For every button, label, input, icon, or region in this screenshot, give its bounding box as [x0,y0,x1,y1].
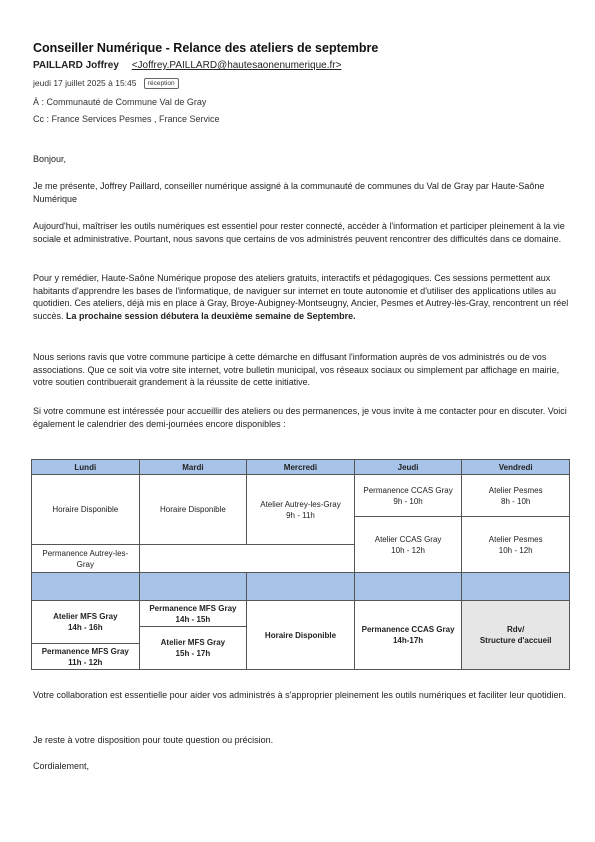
slot-title: Atelier Pesmes [488,485,543,495]
thursday-afternoon-permanence [354,601,462,670]
email-subject: Conseiller Numérique - Relance des ateliers de septembre [33,41,379,55]
availability-calendar [31,459,570,670]
paragraph-collaboration: Votre collaboration est essentielle pour aider vos administrés à s'approprier pleinement les outils numériques et faciliter leur quotidien. [33,690,567,700]
to-line: À : Communauté de Commune Val de Gray [33,97,207,107]
slot-time: 14h - 15h [175,614,211,624]
paragraph-intro: Je me présente, Joffrey Paillard, conseiller numérique assigné à la communauté de communes du Val de Gray par Haute-Saône Numérique [33,181,545,204]
wednesday-morning-atelier [247,475,355,545]
slot-title: Atelier CCAS Gray [374,534,442,544]
reception-badge: réception [144,78,179,89]
slot-subtitle: Structure d'accueil [479,636,552,645]
paragraph-context: Aujourd'hui, maîtriser les outils numériques est essentiel pour rester connecté, accéder à l'information et participer pleinement à la vie sociale et administrative. Pourtant, nous savons que certains de vos administrés peuvent rencontrer des difficultés dans ce domaine. [33,221,565,244]
slot-title: Permanence CCAS Gray [363,485,453,495]
slot-time: 10h - 12h [498,545,533,555]
thursday-morning-permanence [354,475,462,517]
tuesday-afternoon-permanence [139,601,247,627]
slot-title: Atelier Pesmes [488,534,543,544]
monday-afternoon-atelier [32,601,140,644]
slot-title: Permanence CCAS Gray [361,625,455,634]
sender-name: PAILLARD Joffrey [33,60,119,71]
sender-line [33,60,341,71]
day-header: Lundi [32,460,140,475]
slot-title: Atelier MFS Gray [53,612,118,621]
midday-separator-row [32,573,570,601]
friday-afternoon-rdv [462,601,570,670]
slot-time: 8h - 10h [501,496,531,506]
day-header: Vendredi [462,460,570,475]
paragraph-contact: Si votre commune est intéressée pour accueillir des ateliers ou des permanences, je vous invite à me contacter pour en discuter. Voici également le calendrier des demi-journées encore disponibles : [33,406,567,429]
next-session-text: La prochaine session débutera la deuxième semaine de Septembre. [66,310,356,321]
email-date-line [33,78,179,89]
friday-morning-atelier-2 [462,517,570,573]
slot-title: Atelier MFS Gray [160,638,226,647]
greeting: Bonjour, [33,154,67,164]
ateliers-text: Pour y remédier, Haute-Saône Numérique propose des ateliers gratuits, interactifs et pédagogiques. Ces sessions permettent aux habitants d'apprendre les bases de l'informatique, de naviguer sur internet en toute autonomie et d'utiliser des applications utiles au quotidien. Ces ateliers, déjà mis en place à Gray, Broye-Aubigney-Montseugny, Ancier, Pesmes et Autrey-lès-Gray, rencontrent un réel succès. [33,273,569,321]
tuesday-morning: Horaire Disponible [139,475,247,545]
monday-morning: Horaire Disponible [32,475,140,545]
slot-time: 9h - 10h [393,496,423,506]
calendar-header-row [32,460,570,475]
slot-time: 15h - 17h [175,649,211,658]
slot-title: Permanence MFS Gray [41,646,129,656]
paragraph-diffusion: Nous serions ravis que votre commune participe à cette démarche en diffusant l'information auprès de vos administrés ou de vos associations. Que ce soit via votre site internet, votre bulletin municipal, vos réseaux sociaux ou simplement par affichage en mairie, votre soutien contribuerait grandement à la réussite de cette initiative. [33,352,560,387]
slot-time: 14h - 16h [67,623,103,632]
paragraph-ateliers [33,272,569,322]
wednesday-morning-permanence: Permanence Autrey-les-Gray [32,545,140,573]
monday-afternoon-permanence [32,644,140,670]
thursday-morning-atelier [354,517,462,573]
slot-time: 14h-17h [392,636,424,645]
tuesday-afternoon-atelier [139,627,247,670]
cc-line: Cc : France Services Pesmes , France Service [33,114,220,124]
email-date: jeudi 17 juillet 2025 à 15:45 [33,78,137,88]
day-header: Mercredi [247,460,355,475]
friday-morning-atelier-1 [462,475,570,517]
wednesday-afternoon: Horaire Disponible [247,601,355,670]
slot-title: Atelier Autrey-les-Gray [260,499,341,509]
slot-title: Rdv/ [507,625,525,634]
slot-time: 9h - 11h [286,510,315,520]
sender-email-link[interactable]: <Joffrey.PAILLARD@hautesaonenumerique.fr> [131,60,342,71]
day-header: Jeudi [354,460,462,475]
slot-title: Permanence MFS Gray [149,603,237,613]
slot-time: 10h - 12h [391,545,425,555]
closing: Cordialement, [33,761,90,771]
day-header: Mardi [139,460,247,475]
paragraph-availability: Je reste à votre disposition pour toute question ou précision. [33,735,274,745]
slot-time: 11h - 12h [68,657,103,667]
